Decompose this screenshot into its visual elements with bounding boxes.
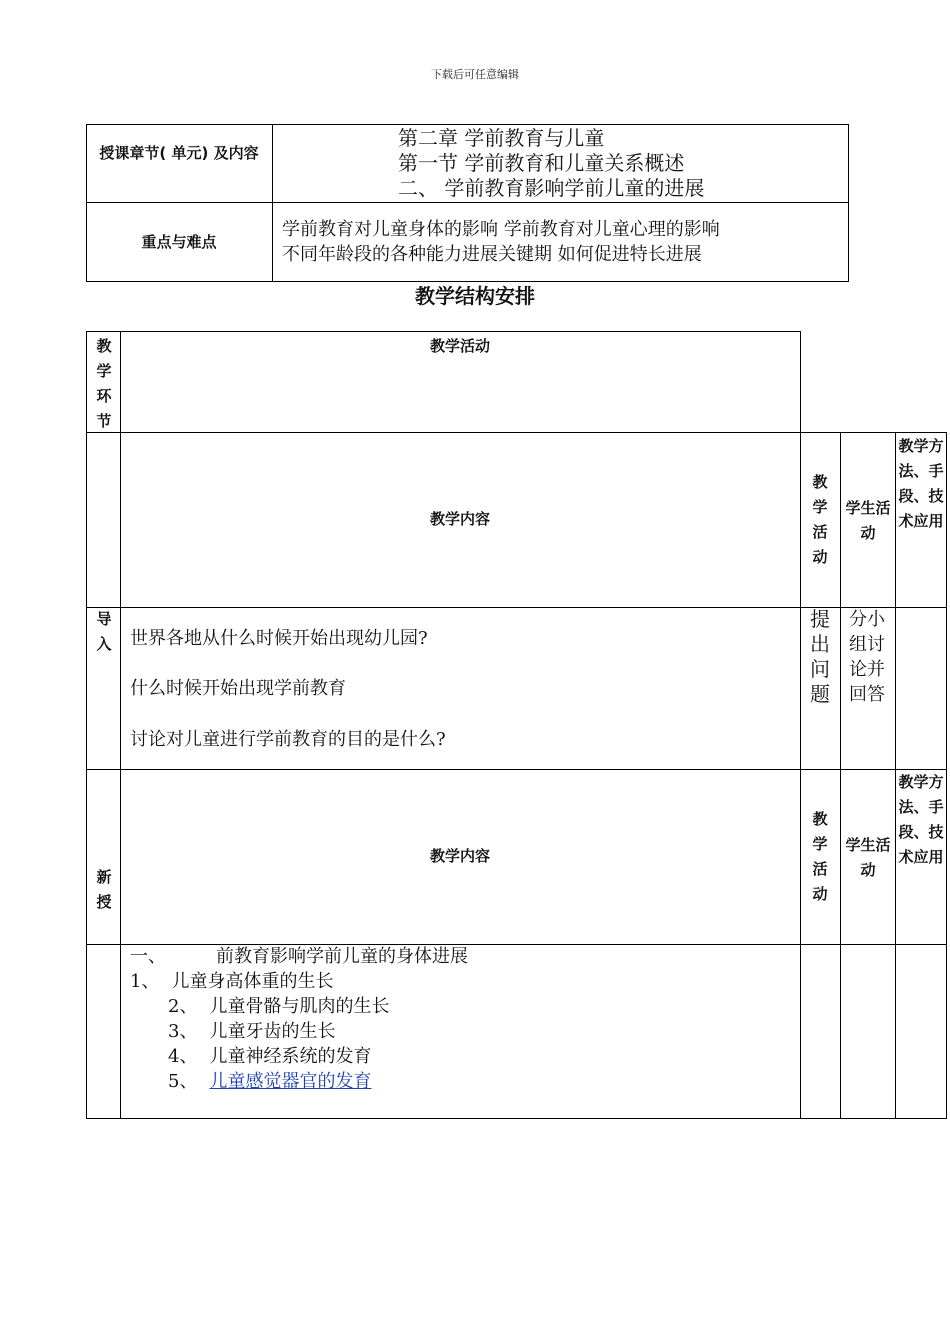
teacher-activity-text: 提 出 问 题 [810, 607, 830, 706]
method-header: 教学方法、手段、技术应用 [898, 437, 944, 530]
intro-question: 什么时候开始出现学前教育 [130, 678, 346, 699]
outline-item: 4、 儿童神经系统的发育 [168, 1046, 372, 1067]
section-line: 第一节 学前教育和儿童关系概述 [398, 151, 685, 175]
intro-question: 讨论对儿童进行学前教育的目的是什么? [130, 729, 446, 750]
outline-item: 5、 儿童感觉器官的发育 [168, 1071, 372, 1092]
intro-question: 世界各地从什么时候开始出现幼儿园? [130, 628, 428, 649]
student-activity-text: 分小组讨论并回答 [849, 609, 885, 705]
intro-stage-label: 导 入 [96, 610, 112, 653]
teacher-activity-header: 教 学 活 动 [812, 810, 828, 903]
keypoints-line: 学前教育对儿童身体的影响 学前教育对儿童心理的影响 [282, 219, 720, 240]
section-title: 教学结构安排 [415, 284, 535, 308]
teacher-activity-header: 教 学 活 动 [812, 473, 828, 566]
subsection-line: 二、 学前教育影响学前儿童的进展 [398, 176, 705, 200]
outline-item: 2、 儿童骨骼与肌肉的生长 [168, 996, 390, 1017]
stage-column-header: 教 学 环 节 [96, 337, 112, 430]
keypoints-line: 不同年龄段的各种能力进展关键期 如何促进特长进展 [282, 244, 702, 265]
new-lesson-stage-label: 新 授 [96, 868, 112, 911]
outline-item: 1、 儿童身高体重的生长 [130, 971, 334, 992]
student-activity-header: 学生活动 [845, 499, 891, 542]
content-header: 教学内容 [429, 847, 490, 865]
outline-item: 一、 前教育影响学前儿童的身体进展 [130, 946, 468, 967]
chapter-line: 第二章 学前教育与儿童 [398, 126, 605, 150]
student-activity-header: 学生活动 [845, 836, 891, 879]
content-header: 教学内容 [429, 510, 490, 528]
header-note: 下载后可任意编辑 [431, 68, 519, 81]
outline-link[interactable]: 儿童感觉器官的发育 [209, 1071, 372, 1092]
outline-item: 3、 儿童牙齿的生长 [168, 1021, 336, 1042]
keypoints-label: 重点与难点 [141, 233, 217, 251]
activity-column-header: 教学活动 [429, 337, 490, 355]
chapter-label: 授课章节( 单元) 及内容 [99, 144, 259, 162]
method-header: 教学方法、手段、技术应用 [898, 773, 944, 866]
